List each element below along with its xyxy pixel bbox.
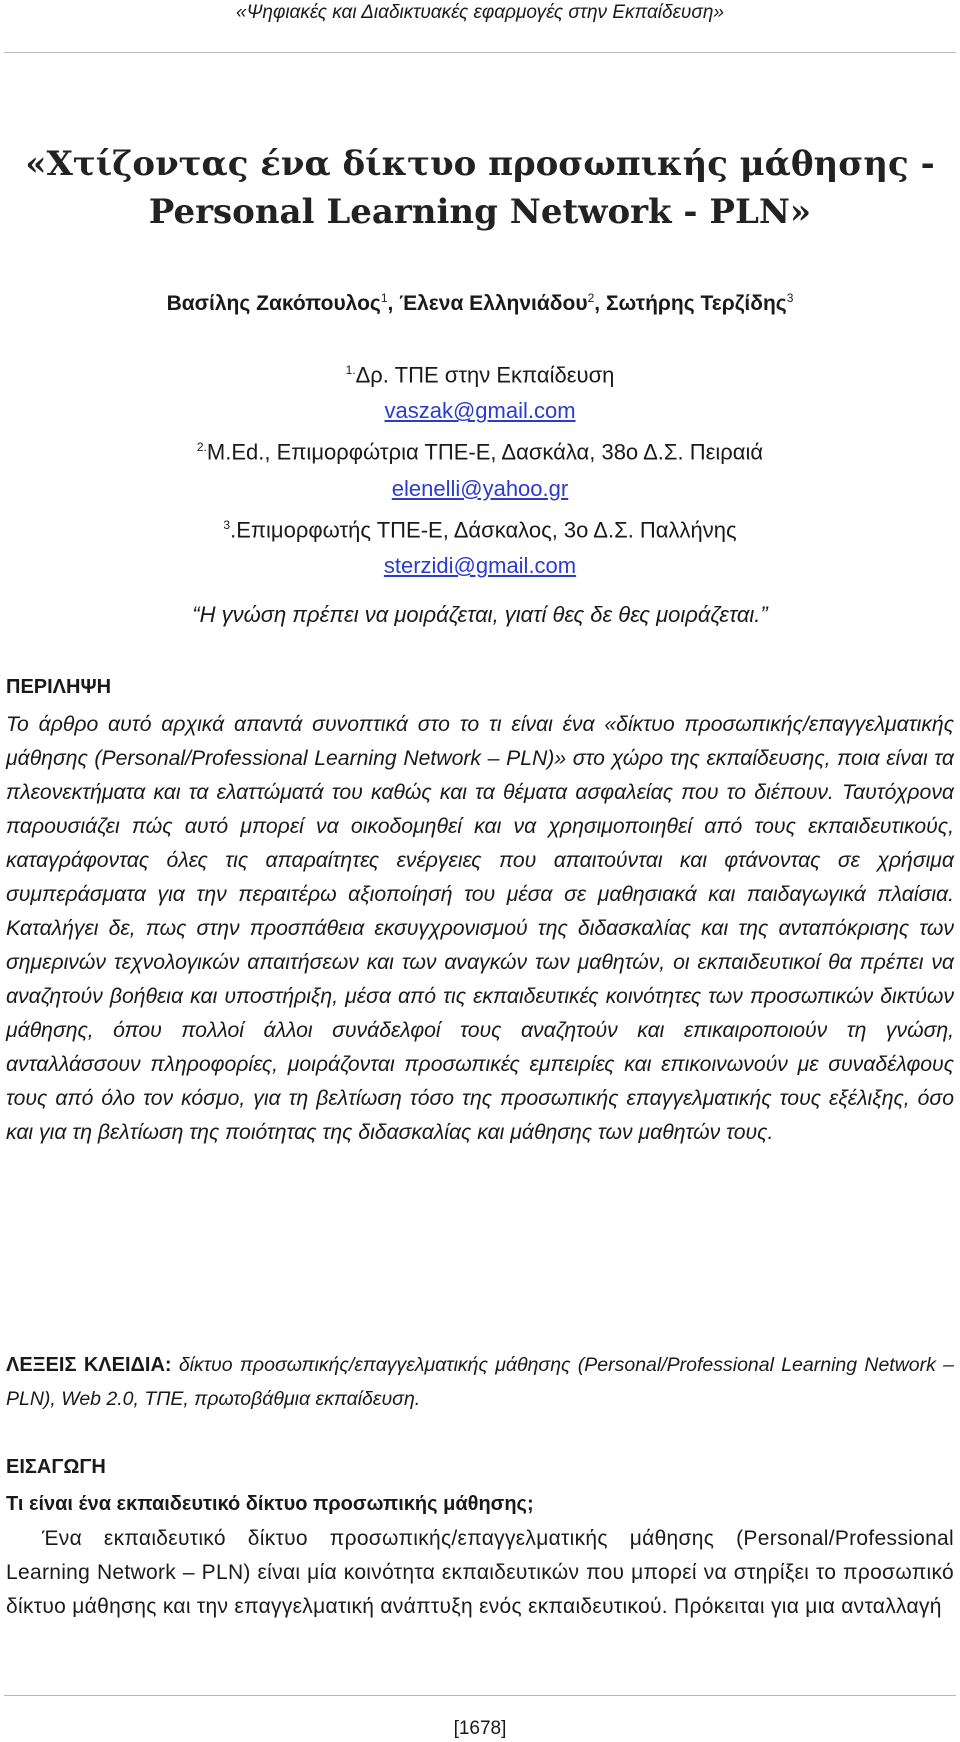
paper-title: «Χτίζοντας ένα δίκτυο προσωπικής μάθησης - Personal Learning Network - PLN» [25, 144, 935, 232]
author-name: Σωτήρης Τερζίδης [605, 292, 787, 315]
affiliation-line [0, 507, 960, 548]
keywords-block [6, 1348, 954, 1416]
affiliation-sup: 1. [345, 363, 356, 377]
affiliation-text: .Επιμορφωτής ΤΠΕ-Ε, Δάσκαλος, 3ο Δ.Σ. Παλλήνης [230, 516, 737, 542]
affiliation-sup: 3 [223, 517, 231, 532]
keywords-label: ΛΕΞΕΙΣ ΚΛΕΙΔΙΑ: [6, 1354, 172, 1376]
author-sup: 3 [786, 291, 794, 305]
epigraph-quote: “Η γνώση πρέπει να μοιράζεται, γιατί θες δε θες μοιράζεται.” [192, 602, 768, 627]
author-sup: 2 [587, 291, 595, 305]
author-list: Βασίλης Ζακόπουλος$^1$, Έλενα Ελληνιάδου$^2$, Σωτήρης Τερζίδης$^3$ [166, 291, 794, 315]
author-name: Βασίλης Ζακόπουλος [166, 292, 381, 315]
affiliation-text: M.Ed., Επιμορφώτρια ΤΠΕ-Ε, Δασκάλα, 38ο Δ.Σ. Πειραιά [206, 439, 764, 465]
author-name: Έλενα Ελληνιάδου [399, 292, 588, 315]
running-header: «Ψηφιακές και Διαδικτυακές εφαρμογές στην Εκπαίδευση» [236, 2, 724, 23]
intro-subheading: Τι είναι ένα εκπαιδευτικό δίκτυο προσωπικής μάθησης; [6, 1493, 534, 1515]
email-link[interactable]: vaszak@gmail.com [384, 398, 576, 424]
affiliation-block [0, 352, 960, 584]
abstract-body: Το άρθρο αυτό αρχικά απαντά συνοπτικά στο το τι είναι ένα «δίκτυο προσωπικής/επαγγελματικής μάθησης (Personal/Professional Learning Network – PLN)» στο χώρο της εκπαίδευσης, ποια είναι τα πλεονεκτήματα και τα ελαττώματά του καθώς και τα θέματα ασφαλείας που το διέπουν. Ταυτόχρονα παρουσιάζει πώς αυτό μπορεί να οικοδομηθεί και να χρησιμοποιηθεί από τους εκπαιδευτικούς, καταγράφοντας όλες τις απαραίτητες ενέργειες που απαιτούνται και φτάνοντας σε χρήσιμα συμπεράσματα για την περαιτέρω αξιοποίησή του μέσα σε μαθησιακά και παιδαγωγικά πλαίσια. Καταλήγει δε, πως στην προσπάθεια εκσυγχρονισμού της διδασκαλίας και της ανταπόκρισης των σημερινών τεχνολογικών απαιτήσεων και των αναγκών των μαθητών, οι εκπαιδευτικοί θα πρέπει να αναζητούν βοήθεια και υποστήριξη, μέσα από τις εκπαιδευτικές κοινότητες των προσωπικών δικτύων μάθησης, όπου πολλοί άλλοι συνάδελφοί τους αναζητούν και επικαιροποιούν τη γνώση, ανταλλάσσουν πληροφορίες, μοιράζονται προσωπικές εμπειρίες και επικοινωνούν με συναδέλφους τους από όλο τον κόσμο, για τη βελτίωση τόσο της προσωπικής επαγγελματικής τους εξέλιξης, όσο και για τη βελτίωση της ποιότητας της διδασκαλίας και μάθησης των μαθητών τους. [6, 713, 954, 1144]
affiliation-sup: 2. [196, 440, 207, 455]
intro-heading: ΕΙΣΑΓΩΓΗ [6, 1456, 106, 1478]
keywords-text: δίκτυο προσωπικής/επαγγελματικής μάθησης (Personal/Professional Learning Network – PLN), Web 2.0, ΤΠΕ, πρωτοβάθμια εκπαίδευση. [6, 1354, 954, 1410]
affiliation-text: Δρ. ΤΠΕ στην Εκπαίδευση [355, 362, 615, 388]
intro-body: Ένα εκπαιδευτικό δίκτυο προσωπικής/επαγγελματικής μάθησης (Personal/Professional Learning Network – PLN) είναι μία κοινότητα εκπαιδευτικών που μπορεί να στηρίξει το προσωπικό δίκτυο μάθησης και την επαγγελματική ανάπτυξη ενός εκπαιδευτικού. Πρόκειται για μια ανταλλαγή [6, 1527, 954, 1618]
page-number: [1678] [453, 1718, 507, 1739]
abstract-heading: ΠΕΡΙΛΗΨΗ [6, 676, 112, 698]
header-divider [4, 52, 956, 53]
author-sup: 1 [380, 291, 388, 305]
footer-divider [4, 1695, 956, 1696]
affiliation-line [0, 352, 960, 393]
email-link[interactable]: sterzidi@gmail.com [383, 552, 577, 578]
affiliation-line [0, 429, 960, 470]
email-link[interactable]: elenelli@yahoo.gr [391, 475, 569, 501]
